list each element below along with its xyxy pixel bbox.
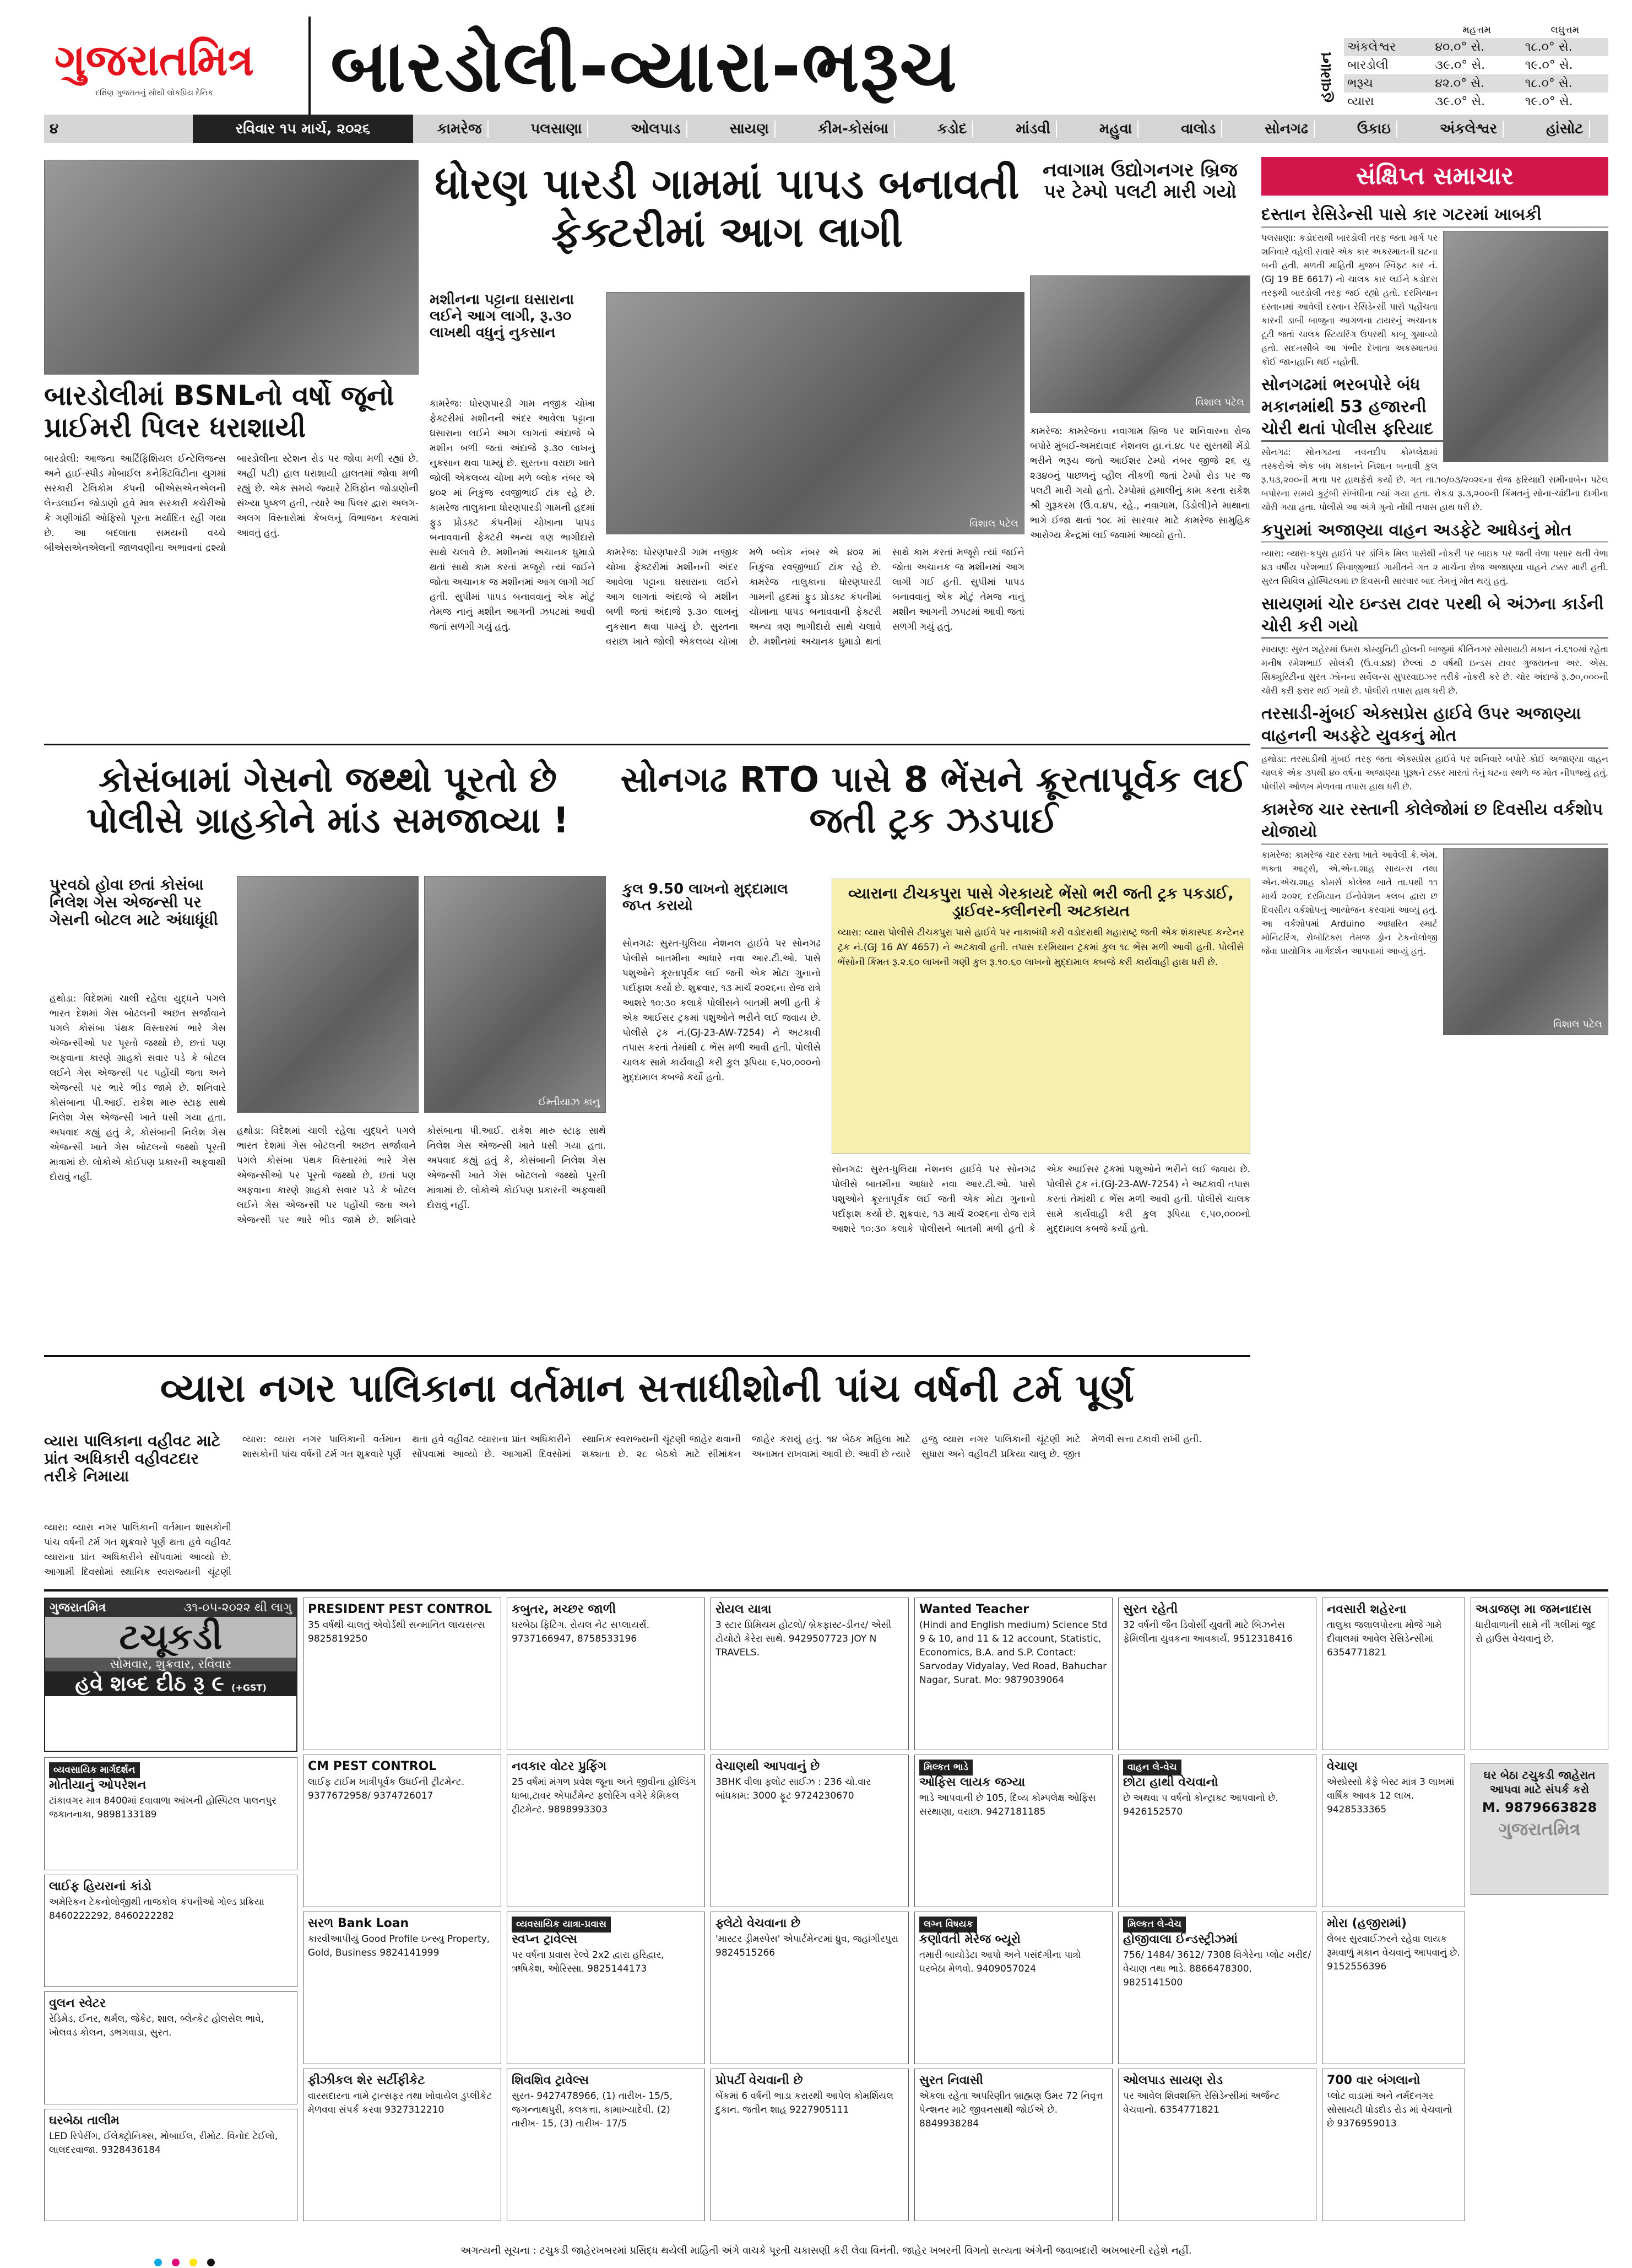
- ad-title: ઓલપાડ સાયણ રોડ: [1123, 2074, 1223, 2087]
- ad-body: તમારી બાયોડેટા આપો અને પસંદગીના પાત્રો ઘરબેઠા મેળવો. 9409057024: [919, 1950, 1081, 1974]
- weather-row: વ્યારા ૩૯.૦° સે. ૧૯.૦° સે.: [1347, 95, 1573, 109]
- ad-body: ટાંકાવગર માત્ર 8400માં દવાવાળા આંખની હોસ્પિટલ પાલનપુર જકાતનાકા, 9898133189: [49, 1795, 276, 1820]
- ad-body: વારસદારના નામે ટ્રાન્સફર તથા ખોવાયેલ ડુપ્લીકેટ મેળવવા સંપર્ક કરવા 9327312210: [308, 2091, 492, 2115]
- edition-title: બારડોલી-વ્યારા-ભરૂચ: [330, 24, 958, 108]
- nav-item[interactable]: મહુવા: [1094, 121, 1138, 138]
- vyara-body: વ્યારા: વ્યારા નગર પાલિકાની વર્તમાન શાસકોની પાંચ વર્ષની ટર્મ ગત શુક્રવારે પૂર્ણ થતા હવે વહીવટ વ્યારાના પ્રાંત અધિકારીને સોંપવામાં આવ્યો છે. આગામી દિવસોમાં સ્થાનિક સ્વરાજ્યની ચૂંટણી જાહેર થવાની શક્યતા છે. ૨૮ બેઠકો માટે સીમાંકન જાહેર કરાયું હતું. ૧૪ બેઠક મહિલા માટે અનામત રાખવામાં આવી છે. આવી છે ત્યારે હજુ વ્યારા નગર પાલિકાની ચૂંટણી માટે સુધારા અને વહીવટી પ્રક્રિયા ચાલુ છે. જીત મેળવી સત્તા ટકાવી રાખી હતી.: [242, 1434, 1202, 1460]
- ad-title: નવસારી શહેરના: [1327, 1603, 1407, 1616]
- ad-body: લાઈફ ટાઈમ ખાત્રીપૂર્વક ઉધઈની ટ્રીટમેન્ટ. 9377672958/ 9374726017: [308, 1777, 465, 1801]
- ad-body: 756/ 1484/ 3612/ 7308 વિગેરેના પ્લોટ ખરીદ/વેચાણ તથા ભાડે. 8866478300, 9825141500: [1123, 1950, 1311, 1988]
- ad-body: પર વર્ષના પ્રવાસ રેલ્વે 2x2 દ્વારા હરિદ્વાર, ઋષિકેશ, ઓરિસ્સા. 9825144173: [512, 1950, 664, 1974]
- vyara-subhead: વ્યારા પાલિકાના વહીવટ માટે પ્રાંત અધિકારી વહીવટદાર તરીકે નિમાયા: [44, 1432, 221, 1486]
- divider: [44, 1589, 1608, 1592]
- classified-ad: [507, 1598, 705, 1750]
- brief-headline: સાયણમાં ચોર ઇન્ડસ ટાવર પરથી બે અંઝના કાર્ડની ચોરી કરી ગયો: [1261, 593, 1608, 639]
- papad-subhead: મશીનના પટ્ટાના ઘસારાના લઈને આગ લાગી, રૂ.૩૦ લાખથી વધુનું નુકસાન: [430, 291, 574, 341]
- tempo-headline: નવાગામ ઉદ્યોગનગર બ્રિજ પર ટેમ્પો પલટી મારી ગયો: [1043, 159, 1238, 203]
- classified-ad: [507, 1755, 705, 1907]
- ad-body: ભાડે આપવાની છે 105, દિવ્ય કોમ્પલેક્ષ ઓફિસ સરથાણા, વરાછા. 9427181185: [919, 1793, 1096, 1817]
- ad-body: છે અથવા ૫ વર્ષનો કોન્ટ્રાક્ટ આપવાનો છે. 9426152570: [1123, 1793, 1278, 1817]
- briefs-column: [1261, 198, 1608, 1587]
- classified-ad: [44, 2109, 297, 2222]
- kosamba-body: હથોડા: વિદેશમાં ચાલી રહેલા યુદ્ધને પગલે ભારત દેશમાં ગેસ બોટલની અછત સર્જાવાને પગલે કોસંબા પંથક વિસ્તારમાં ભારે ગેસ એજન્સીઓ પર પૂરતો જથ્થો છે, છતાં પણ અફવાના કારણે ગ્રાહકો સવાર પડે કે બોટલ લઈને ગેસ એજન્સી પર પહોંચી જતા અને એજન્સી પર ભારે ભીડ જામે છે. શનિવારે કોસંબાના પી.આઈ. રાકેશ મારુ સ્ટાફ સાથે નિલેશ ગેસ એજન્સી ખાતે ધસી ગયા હતા. અપવાદ કહ્યું હતું કે, કોસંબાની નિલેશ ગેસ એજન્સી ખાતે ગેસ બોટલનો જથ્થો પૂરતી માત્રામાં છે. લોકોએ કોઈપણ પ્રકારની અફવાથી દોરાવું નહીં.: [237, 1125, 606, 1226]
- rto-body-left: સોનગઢ: સુરત-ધુલિયા નેશનલ હાઈવે પર સોનગઢ પોલીસે બાતમીના આધારે નવા આર.ટી.ઓ. પાસે પશુઓને ક્રૂરતાપૂર્વક લઈ જતી એક મોટા ગુનાનો પર્દાફાશ કર્યો છે. શુક્રવાર, ૧૩ માર્ચ ૨૦૨૬ના રોજ રાત્રે આશરે ૧૦:૩૦ કલાકે પોલીસને બાતમી મળી હતી કે એક આઈસર ટ્રકમાં પશુઓને ભરીને લઈ જવાય છે. પોલીસે ટ્રક નં.(GJ-23-AW-7254) ને અટકાવી તપાસ કરતાં તેમાંથી ૮ ભેંસ મળી આવી હતી. પોલીસે ચાલક સામે કાર્યવાહી કરી કુલ રૂપિયા ૯,૫૦,૦૦૦નો મુદ્દામાલ કબજે કર્યો હતો.: [622, 938, 821, 1083]
- ad-body: પર આવેલ શિવશક્તિ રેસિડેન્સીમાં અર્જન્ટ વેચવાનો. 6354771821: [1123, 2091, 1280, 2115]
- classified-ad: [914, 1912, 1113, 2064]
- classified-ad: [1118, 2069, 1316, 2221]
- ad-body: એસ્પ્રેસ્સો કેફે બેસ્ટ માત્ર 3 લાખમાં વાર્ષિક આવક 12 લાખ. 9428533365: [1327, 1777, 1455, 1815]
- brief-body: હથોડા: તરસાડીથી મુંબઈ તરફ જતા એક્સપ્રેસ હાઈવે પર શનિવારે બપોરે કોઈ અજાણ્યા વાહન ચાલકે એક ૩૫થી ૪૦ વર્ષના અજાણ્યા પુરૂષને ટક્કર મારતાં તેનું ઘટના સ્થળે જ મોત નીપજ્યું હતું. પોલીસે ઓળખ મેળવવા તપાસ હાથ ધરી છે.: [1261, 754, 1608, 792]
- tempo-body: કામરેજ: કામરેજના નવાગામ બ્રિજ પર શનિવારના રોજ બપોરે મુંબઈ-અમદાવાદ નેશનલ હા.નં.૪૮ પર સુરતથી મેંડો ભરીને ભરૂચ જતો આઈશર ટેમ્પો નંબર જીજે ૨૬ યુ ૨૩૪૦નું પાછળનું વ્હીલ નીકળી જતાં ટેમ્પો રોડ પર જ પલટી મારી ગયો હતો. ટેમ્પોમાં હમાલીનું કામ કરતા રાકેશ શ્રી ગુરૂકરમ (ઉ.વ.૪૫, રહે., નવાગામ, ડિંડોલી)ને માથાના ભાગે ઈજા થતાં ૧૦૮ માં સારવાર માટે કામરેજ સામુહિક આરોગ્ય કેન્દ્રમાં લઈ જવામાં આવ્યો હતો.: [1030, 426, 1250, 541]
- ad-title: નવકાર વોટર પ્રુફિંગ: [512, 1760, 607, 1773]
- classified-ad: [711, 1755, 909, 1907]
- ad-body: અમેરિકન ટેકનોલોજીથી તાજકોલ કંપનીઓ ગોલ્ડ પ્રક્રિયા 8460222292, 8460222282: [49, 1896, 264, 1921]
- ad-category: વ્યવસાયિક યાત્રા-પ્રવાસ: [512, 1917, 611, 1933]
- kosamba-headline: કોસંબામાં ગેસનો જથ્થો પૂરતો છે પોલીસે ગ્રાહકોને માંડ સમજાવ્યા !: [86, 760, 569, 841]
- ad-title: વેચાણથી આપવાનું છે: [715, 1760, 820, 1773]
- classified-ad: [1118, 1912, 1316, 2064]
- classified-ad: [1471, 1598, 1608, 1750]
- ad-body: કારવીઆપીયું Good Profile ઇન્સ્યુ Property, Gold, Business 9824141999: [308, 1934, 490, 1958]
- kosamba-body-left: હથોડા: વિદેશમાં ચાલી રહેલા યુદ્ધને પગલે ભારત દેશમાં ગેસ બોટલની અછત સર્જાવાને પગલે કોસંબા પંથક વિસ્તારમાં ભારે ગેસ એજન્સીઓ પર પૂરતો જથ્થો છે, છતાં પણ અફવાના કારણે ગ્રાહકો સવાર પડે કે બોટલ લઈને ગેસ એજન્સી પર પહોંચી જતા અને એજન્સી પર ભારે ભીડ જામે છે. શનિવારે કોસંબાના પી.આઈ. રાકેશ મારુ સ્ટાફ સાથે નિલેશ ગેસ એજન્સી ખાતે ધસી ગયા હતા. અપવાદ કહ્યું હતું કે, કોસંબાની નિલેશ ગેસ એજન્સી ખાતે ગેસ બોટલનો જથ્થો પૂરતી માત્રામાં છે. લોકોએ કોઈપણ પ્રકારની અફવાથી દોરાવું નહીં.: [50, 993, 226, 1183]
- classified-ad: [1322, 1598, 1465, 1750]
- ad-title: શિવશિવ ટ્રાવેલ્સ: [512, 2074, 589, 2087]
- classified-ad: [44, 1757, 297, 1870]
- ad-body: રેડિમેડ, ઈનર, થર્મલ, જેકેટ, શાલ, બ્લેન્કેટ હોલસેલ ભાવે, ખોલવડ કોલન, ડભગવાડા, સુરત.: [49, 2013, 264, 2038]
- brand-logo: ગુજરાતમિત્ર: [1498, 1818, 1581, 1839]
- nav-item[interactable]: કામરેજ: [431, 121, 488, 138]
- brief-headline: કપુરામાં અજાણ્યા વાહન અડફેટે આધેડનું મોત: [1261, 519, 1608, 543]
- tuchkadi-days: સોમવાર, શુક્રવાર, રવિવાર: [45, 1658, 296, 1671]
- rto-box-body: વ્યારા: વ્યારા પોલીસે ટીચકપુરા પાસે હાઈવે પર નાકાબંધી કરી વડોદરાથી મહારાષ્ટ્ર જતી એક શંકાસ્પદ કન્ટેનર ટ્રક નં.(GJ 16 AY 4657) ને અટકાવી હતી. તપાસ દરમિયાન ટ્રકમાં કુલ ૧૮ ભેંસ મળી આવી હતી. પોલીસે ભેંસોની કિંમત રૂ.૨.૬૦ લાખની ગણી કુલ રૂ.૧૦.૬૦ લાખનો મુદ્દામાલ કબજે કરી કાર્યવાહી હાથ ધરી છે.: [838, 927, 1244, 968]
- rto-box-headline: વ્યારાના ટીચકપુરા પાસે ગેરકાયદે ભેંસો ભરી જતી ટ્રક પકડાઈ, ડ્રાઈવર-ક્લીનરની અટકાયત: [848, 884, 1234, 921]
- nav-item[interactable]: કીમ-કોસંબા: [812, 121, 895, 138]
- weather-row: ભરૂચ ૪૨.૦° સે. ૧૮.૦° સે.: [1344, 74, 1608, 93]
- brief-body: સાયણ: સુરત શહેરમાં ઉમરા કોમ્યુનિટી હોલની બાજુમાં કીર્તિનગર સોસાયટી મકાન નં.૬૧૦માં રહેતા મનીષ રમેશભાઈ સોલંકી (ઉ.વ.૪૪) છેલ્લાં ૭ વર્ષથી ઇન્ડસ ટાવર ગુજરાતના અર. એસ. સિક્યુરિટીના સુરત ઝોનના સર્વેલન્સ સુપરવાઇઝર તરીકે નોકરી કરે છે. ચોર અંદાજે રૂ.૭૦,૦૦૦ની ચોરી કરી ફરાર થઈ ગયો છે. પોલીસે તપાસ હાથ ધરી છે.: [1261, 644, 1608, 696]
- ad-title: સુરત રહેતી: [1123, 1603, 1178, 1616]
- ad-title: હોજીવાલા ઈન્ડસ્ટ્રીઝમાં: [1123, 1933, 1238, 1946]
- ad-title: ફીઝીકલ શેર સર્ટીફીકેટ: [308, 2074, 425, 2087]
- max-header: મહત્તમ: [1462, 24, 1492, 36]
- contact-box: [1471, 1763, 1608, 1895]
- section-nav: [44, 115, 1608, 143]
- weather-label: હવામાન: [1316, 52, 1335, 102]
- ad-title: છોટા હાથી વેચવાનો: [1123, 1776, 1218, 1789]
- bsnl-body: બારડોલી: આજના આર્ટિફિશિયલ ઈન્ટેલિજન્સ અને હાઈ-સ્પીડ મોબાઈલ કનેક્ટિવિટીના યુગમાં સરકારી ટેલિકોમ કંપની બીએસએનએલની લેન્ડલાઈન જોડાણો હવે માત્ર સરકારી કચેરીઓ કે ગણીગાંઠી ઓફિસો પૂરતા મર્યાદિત રહી ગયા છે. આ બદલાતા સમયની વચ્ચે બીએસએનએલની જાળવણીના અભાવનાં દ્રશ્યો બારડોલીના સ્ટેશન રોડ પર જોવા મળી રહ્યાં છે. અહીં પટી) હાલ ધરાશાયી હાલતમાં જોવા મળી રહ્યું છે. એક સમયે જ્યારે ટેલિફોન જોડાણોની સંખ્યા પુષ્કળ હતી, ત્યારે આ પિલર દ્વારા અલગ-અલગ વિસ્તારોમાં કેબલનું વિભાજન કરવામાં આવતું હતું.: [44, 453, 419, 554]
- classified-ad: [44, 1875, 297, 1988]
- nav-item[interactable]: હાંસોટ: [1541, 121, 1590, 138]
- ad-title: વેચાણ: [1327, 1760, 1358, 1773]
- divider: [44, 1355, 1250, 1357]
- ad-body: તાલુકા જલાલપોરના મોજે ગામે દીવાલમાં આવેલ રેસિડેન્સીમાં 6354771821: [1327, 1620, 1442, 1658]
- issue-date: રવિવાર ૧૫ માર્ચ, ૨૦૨૬: [193, 115, 413, 143]
- classified-ad: [303, 1912, 501, 2064]
- ad-title: રોયલ યાત્રા: [715, 1603, 772, 1616]
- tuchkadi-banner: [44, 1598, 297, 1752]
- vyara-headline: વ્યારા નગર પાલિકાના વર્તમાન સત્તાધીશોની પાંચ વર્ષની ટર્મ પૂર્ણ: [160, 1366, 1135, 1411]
- ad-body: LED રિપેરીંગ, ઈલેક્ટ્રોનિક્સ, મોબાઈલ, રીમોટ. વિનોદ ટેઈલો, લાલદરવાજા. 9328436184: [49, 2130, 278, 2156]
- ad-category: મિલ્કત ભાડે: [919, 1760, 973, 1776]
- color-registration-marks: [154, 2259, 215, 2266]
- ad-title: 700 વાર બંગલાનો: [1327, 2074, 1420, 2087]
- brief-headline: દસ્તાન રેસિડેન્સી પાસે કાર ગટરમાં ખાબકી: [1261, 204, 1608, 228]
- ad-category: વ્યવસાયિક માર્ગદર્શન: [49, 1762, 140, 1778]
- ad-body: સુરત- 9427478966, (1) તારીખ- 15/5, જગન્નાથપુરી, કલકત્તા, કામાખ્યાદેવી. (2) તારીખ- 15, (3) તારીખ- 17/5: [512, 2091, 673, 2129]
- nav-item[interactable]: ઉકાઇ: [1352, 121, 1397, 138]
- ad-body: 35 વર્ષથી ચાલતું એવોર્ડથી સન્માનિત લાયસન્સ 9825819250: [308, 1620, 485, 1644]
- ad-title: ઓફિસ લાયક જગ્યા: [919, 1776, 1026, 1789]
- rto-subhead: કુલ 9.50 લાખનો મુદ્દામાલ જપ્ત કરાયો: [622, 881, 788, 914]
- tuchkadi-title: ટચૂકડી: [45, 1617, 296, 1658]
- bsnl-pillar-photo: [44, 160, 419, 375]
- nav-item[interactable]: પલસાણા: [525, 121, 588, 138]
- disclaimer: અગત્યની સૂચના : ટચુકડી જાહેરખબરમાં પ્રસિદ્ધ થયેલી માહિતી અંગે વાચકે પૂરતી ચકાસણી કરી લેવા વિનંતી. જાહેર ખબરની વિગતો સત્યતા અંગેની જવાબદારી અખબારની રહેશે નહીં.: [460, 2245, 1192, 2256]
- classified-ad: [303, 1598, 501, 1750]
- min-header: લઘુત્તમ: [1550, 24, 1580, 36]
- classified-ad: [1322, 2069, 1465, 2221]
- nav-item[interactable]: વાલોડ: [1175, 121, 1222, 138]
- ad-category: વાહન લે-વેચ: [1123, 1760, 1181, 1776]
- papad-headline: ધોરણ પારડી ગામમાં પાપડ બનાવતી ફેક્ટરીમાં આગ લાગી: [435, 159, 1020, 257]
- ad-title: PRESIDENT PEST CONTROL: [308, 1603, 492, 1616]
- classified-ad: [914, 1598, 1113, 1750]
- brand: ગુજરાતમિત્ર: [50, 1601, 106, 1615]
- ad-title: Wanted Teacher: [919, 1603, 1029, 1616]
- factory-fire-photo: વિશાલ પટેલ: [606, 292, 1024, 534]
- ad-body: પ્લોટ વાડામાં અને નર્મદનગર સોસાયટી ધોડદોડ રોડ માં વેચવાનો છે 9376959013: [1327, 2091, 1452, 2129]
- ad-title: સુરત નિવાસી: [919, 2074, 984, 2087]
- vyara-body-left: વ્યારા: વ્યારા નગર પાલિકાની વર્તમાન શાસકોની પાંચ વર્ષની ટર્મ ગત શુક્રવારે પૂર્ણ થતા હવે વહીવટ વ્યારાના પ્રાંત અધિકારીને સોંપવામાં આવ્યો છે. આગામી દિવસોમાં સ્થાનિક સ્વરાજ્યની ચૂંટણી: [44, 1522, 231, 1578]
- tuchkadi-offer: હવે શબ્દ દીઠ રૂ ૯ (+GST): [45, 1671, 296, 1696]
- ad-body: 'માસ્ટર ડ્રીમસ્પેસ' એપાર્ટમેન્ટમાં ધ્રુવ, જહાંગીરપુરા 9824515266: [715, 1934, 898, 1958]
- ad-title: લાઈફ હિયરાનાં કાંડો: [49, 1879, 151, 1893]
- weather-row: અંકલેશ્વર ૪૦.૦° સે. ૧૮.૦° સે.: [1344, 38, 1608, 56]
- ad-category: મિલ્કત લે-વેચ: [1123, 1917, 1186, 1933]
- ad-title: સ્વપ્ન ટ્રાવેલ્સ: [512, 1933, 577, 1946]
- classified-ad: [507, 2069, 705, 2221]
- classified-ad: [303, 1755, 501, 1907]
- classified-ad: [1118, 1755, 1316, 1907]
- ad-title: મોરા (હજીરામાં): [1327, 1917, 1407, 1930]
- ad-title: ફ્લેટો વેચવાના છે: [715, 1917, 801, 1930]
- ad-body: (Hindi and English medium) Science Std 9 & 10, and 11 & 12 account, Statistic, Economics, B.A. and S.P. Contact: Sarvoday Vidyalay, Ved Road, Bahuchar Nagar, Surat. Mo: 9879039064: [919, 1620, 1108, 1686]
- weather-panel: [1316, 22, 1614, 111]
- nav-item[interactable]: સોનગઢ: [1259, 121, 1315, 138]
- papad-body: કામરેજ: ધોરણપારડી ગામ નજીક ચોખા ફેક્ટરીમાં મશીનની અંદર આવેલા પટ્ટાના ઘસારાના લઈને આગ લાગતાં અંદાજે બે મશીન બળી જતાં અંદાજે રૂ.૩૦ લાખનું નુકસાન થવા પામ્યું છે. સુરતના વરાછા ખાતે જોલી એકલવ્ય ચોખા મળે બ્લોક નંબર એ ૪૦૨ માં નિકુંજ રવજીભાઈ ટાંક રહે છે. કામરેજ તાલુકાના ધોરણપારડી ગામની હદમાં ફુડ પ્રોડક્ટ કંપનીમાં ચોખાના પાપડ બનાવવાની ફેક્ટરી અન્ય ત્રણ ભાગીદારો સાથે ચલાવે છે. મશીનમાં અચાનક ધુમાડો થતાં સાથે કામ કરતાં મજૂરો ત્યાં જઈને જોતા અચાનક જ મશીનમાં આગ લાગી ગઈ હતી. સુપીમાં પાપડ બનાવવાનું એક મોટું તેમજ નાનું મશીન આગની ઝપટમાં આવી જતાં સળગી ગયું હતું.: [606, 547, 1024, 647]
- brief-headline: તરસાડી-મુંબઈ એક્સપ્રેસ હાઈવે ઉપર અજાણ્યા વાહનની અડફેટે યુવકનું મોત: [1261, 703, 1608, 749]
- ad-body: એકલા રહેતા અપરિણીત બ્રાહ્મણ ઉમર 72 નિવૃત્ત પેન્શનર માટે જીવનસાથી જોઈએ છે. 8849938284: [919, 2091, 1103, 2129]
- ad-title: કબુતર, મચ્છર જાળી: [512, 1603, 616, 1616]
- ad-title: અડાજણ મા જમનાદાસ: [1476, 1603, 1592, 1616]
- classified-ad: [711, 2069, 909, 2221]
- gas-agency-photo: [237, 876, 419, 1113]
- ad-body: 25 વર્ષમાં મંગળ પ્રવેશ જૂના અને જીવીના હોલ્ડિંગ ધાબા,ટાવર એપાર્ટમેન્ટ ફ્લોરિંગ વગેરે કેમિકલ ટ્રીટમેન્ટ. 9898993303: [512, 1777, 696, 1815]
- nav-item[interactable]: ઓલપાડ: [625, 121, 687, 138]
- ad-title: કર્ણાવતી મેરેજ બ્યૂરો: [919, 1933, 1021, 1946]
- contact-phone[interactable]: M. 9879663828: [1482, 1800, 1597, 1815]
- ad-title: સરળ Bank Loan: [308, 1917, 409, 1930]
- ad-body: 3BHK વીલા ફ્લોટ સાઈઝ : 236 ચો.વાર બાંધકામ: 3000 ફૂટ 9724230670: [715, 1777, 871, 1801]
- ad-body: બેંકમાં 6 વર્ષની ભાડા કરારથી આપેલ કોમર્શિયલ દુકાન. જતીન શાહ 9227905111: [715, 2091, 894, 2115]
- ad-title: ઘરબેઠા તાલીમ: [49, 2113, 120, 2128]
- nav-item[interactable]: કડોદ: [932, 121, 974, 138]
- ad-title: CM PEST CONTROL: [308, 1760, 437, 1773]
- weather-row: બારડોલી ૩૯.૦° સે. ૧૯.૦° સે.: [1347, 58, 1573, 72]
- classified-ad: [507, 1912, 705, 2064]
- tempo-photo: વિશાલ પટેલ: [1030, 275, 1250, 413]
- divider: [308, 17, 311, 116]
- brief-body: પલસાણા: કડોદરાથી બારડોલી તરફ જતા માર્ગ પર શનિવારે વહેલી સવારે એક કાર અકસ્માતની ઘટના બની હતી. મળતી માહિતી મુજબ સ્વિફ્ટ કાર નં.(GJ 19 BE 6617) નો ચાલક કાર લઈને કડોદરા તરફથી બારડોલી તરફ જઈ રહ્યો હતો. દરમિયાન દસ્તાનમાં આવેલી દસ્તાન રેસિડેન્સી પાસે પહોંચતા કારની ડાબી બાજુના આગળના ટાયરનું અચાનક ટૂટી જતાં ચાલક સ્ટિયરિંગ ઉપરથી કાબૂ ગુમાવ્યો હતો. સદનસીબે આ ગંભીર દેખાતા અકસ્માતમાં કોઈ જાનહાનિ થઈ નહોતી.: [1261, 232, 1438, 367]
- ad-category: લગ્ન વિષયક: [919, 1917, 977, 1933]
- papad-body-left: કામરેજ: ધોરણપારડી ગામ નજીક ચોખા ફેક્ટરીમાં મશીનની અંદર આવેલા પટ્ટાના ઘસારાના લઈને આગ લાગતાં અંદાજે બે મશીન બળી જતાં અંદાજે રૂ.૩૦ લાખનું નુકસાન થવા પામ્યું છે. સુરતના વરાછા ખાતે જોલી એકલવ્ય ચોખા મળે બ્લોક નંબર એ ૪૦૨ માં નિકુંજ રવજીભાઈ ટાંક રહે છે. કામરેજ તાલુકાના ધોરણપારડી ગામની હદમાં ફુડ પ્રોડક્ટ કંપનીમાં ચોખાના પાપડ બનાવવાની ફેક્ટરી અન્ય ત્રણ ભાગીદારો સાથે ચલાવે છે. મશીનમાં અચાનક ધુમાડો થતાં સાથે કામ કરતાં મજૂરો ત્યાં જઈને જોતા અચાનક જ મશીનમાં આગ લાગી ગઈ હતી. સુપીમાં પાપડ બનાવવાનું એક મોટું તેમજ નાનું મશીન આગની ઝપટમાં આવી જતાં સળગી ગયું હતું.: [430, 398, 595, 632]
- classified-ad: [711, 1912, 909, 2064]
- nav-item[interactable]: અંકલેશ્વર: [1434, 121, 1504, 138]
- since: ૩૧-૦૫-૨૦૨૨ થી લાગુ: [183, 1601, 292, 1615]
- classified-ad: [1322, 1755, 1465, 1907]
- ad-body: 32 વર્ષની જૈન ડિવોર્સી યુવતી માટે બિઝનેસ ફેમિલીના યુવકના આવકાર્ય. 9512318416: [1123, 1620, 1293, 1644]
- rto-highlight-box: [832, 879, 1250, 1154]
- workshop-photo: વિશાલ પટેલ: [1443, 848, 1608, 1035]
- nav-item[interactable]: સાયણ: [724, 121, 776, 138]
- nav-item[interactable]: માંડવી: [1010, 121, 1057, 138]
- classified-ad: [44, 1991, 297, 2104]
- gas-queue-photo: ઈમ્તીયાઝ કાનુ: [424, 876, 606, 1113]
- brief-body: કામરેજ: કામરેજ ચાર રસ્તા ખાતે આવેલી કે.એમ. ભક્તા આર્ટ્સ, એ.એન.શાહ સાયન્સ તથા એન.એચ.શાહ કોમર્સ કોલેજ ખાતે તા.૫થી ૧૧ માર્ચ ૨૦૨૬ દરમિયાન ઈનોવેશન ક્લબ દ્વારા છ દિવસીય વર્કશોપનું આયોજન કરવામાં આવ્યું હતું. આ વર્કશોપમાં Arduino આધારિત સ્માર્ટ મોનિટરિંગ, રોબોટિક્સ તેમજ ડ્રોન ટેકનોલોજી જેવા પ્રાયોગિક માર્ગદર્શન આપવામાં આવ્યું હતું.: [1261, 849, 1438, 956]
- classified-ad: [914, 1755, 1113, 1907]
- contact-title: ઘર બેઠા ટચુકડી જાહેરાત આપવા માટે સંપર્ક કરો: [1483, 1768, 1596, 1796]
- brief-body: વ્યારા: વ્યારા-કપુરા હાઈવે પર ડાંગિક મિલ પાસેથી નોકરી પર બાઇક પર જતી વેળા પસાર થતી વેળા ૪૩ વર્ષીય પરેશભાઈ સિવાજીભાઈ ગામીતને ગત ૨ માર્ચના રોજ અજાણ્યા વાહને ટક્કર મારી હતી. સુરત સિવિલ હોસ્પિટલમાં છ દિવસની સારવાર બાદ તેમનું મોત થયું હતું.: [1261, 548, 1608, 586]
- kosamba-subhead: પુરવઠો હોવા છતાં કોસંબા નિલેશ ગેસ એજન્સી પર ગેસની બોટલ માટે અંધાધૂંધી: [50, 875, 218, 929]
- ad-body: ઘરબેઠા ફિટિંગ. રોયલ નેટ સપ્લાયર્સ. 9737166947, 8758533196: [512, 1620, 650, 1644]
- briefs-header: સંક્ષિપ્ત સમાચાર: [1261, 157, 1608, 196]
- rto-body: સોનગઢ: સુરત-ધુલિયા નેશનલ હાઈવે પર સોનગઢ પોલીસે બાતમીના આધારે નવા આર.ટી.ઓ. પાસે પશુઓને ક્રૂરતાપૂર્વક લઈ જતી એક મોટા ગુનાનો પર્દાફાશ કર્યો છે. શુક્રવાર, ૧૩ માર્ચ ૨૦૨૬ના રોજ રાત્રે આશરે ૧૦:૩૦ કલાકે પોલીસને બાતમી મળી હતી કે એક આઈસર ટ્રકમાં પશુઓને ભરીને લઈ જવાય છે. પોલીસે ટ્રક નં.(GJ-23-AW-7254) ને અટકાવી તપાસ કરતાં તેમાંથી ૮ ભેંસ મળી આવી હતી. પોલીસે ચાલક સામે કાર્યવાહી કરી કુલ રૂપિયા ૯,૫૦,૦૦૦નો મુદ્દામાલ કબજે કર્યો હતો.: [832, 1164, 1250, 1235]
- ad-body: ધારીવાળાની સામે ની ગલીમાં જુદ રો હાઉસ વેચવાનું છે.: [1476, 1620, 1596, 1644]
- bsnl-headline: બારડોલીમાં BSNLનો વર્ષો જૂનો પ્રાઈમરી પિલર ધરાશાયી: [44, 380, 394, 443]
- page-number: ૪: [50, 120, 59, 137]
- brief-body: સોનગઢ: સોનગઢના નવનદીપ કોમ્પ્લેક્ષમાં તસ્કરોએ એક બંધ મકાનને નિશાન બનાવી કુલ રૂ.૫૩,૨૦૦ની મત્તા પર હાથફેરો કર્યો છે. ગત તા.૧૦/૦૩/૨૦૨૬ના રોજ ફરિયાદી સમીનાબેન પટેલ બપોરના સમયે કુટુંબી સંબંધીના ત્યાં ગયા હતા. રોકડા રૂ.૩,૨૦૦ની કિંમતનું સોના-ચાંદીના દાગીના ચોરી ગયા હતા. પોલીસે આ અંગે ગુનો નોંધી તપાસ હાથ ધરી છે.: [1261, 447, 1608, 512]
- classified-ad: [303, 2069, 501, 2221]
- divider: [44, 744, 1250, 745]
- brief-headline: કામરેજ ચાર રસ્તાની કોલેજોમાં છ દિવસીય વર્કશોપ યોજાયો: [1261, 799, 1608, 845]
- brief-headline: સોનગઢમાં ભરબપોરે બંધ મકાનમાંથી 53 હજારની ચોરી થતાં પોલીસ ફરિયાદ: [1261, 374, 1608, 442]
- classified-ad: [1118, 1598, 1316, 1750]
- classified-ad: [914, 2069, 1113, 2221]
- gujaratmitra-logo: ગુજરાતમિત્ર દક્ષિણ ગુજરાતનું સૌથી લોકપ્રિય દૈનિક: [54, 36, 254, 98]
- ad-title: પ્રોપર્ટી વેચવાની છે: [715, 2074, 803, 2087]
- classified-ad: [711, 1598, 909, 1750]
- ad-body: 3 સ્ટાર પ્રિમિયમ હોટલો/ બ્રેકફાસ્ટ-ડીનર/ એસી ટોયોટો કેરેરા સાથે. 9429507723 JOY N TRAVELS.: [715, 1620, 892, 1658]
- car-accident-photo: [1443, 231, 1608, 462]
- rto-headline: સોનગઢ RTO પાસે 8 ભેંસને ક્રૂરતાપૂર્વક લઈ જતી ટ્રક ઝડપાઈ: [620, 760, 1247, 841]
- ad-title: વુલન સ્વેટર: [49, 1996, 106, 2010]
- classified-ad: [1322, 1912, 1465, 2064]
- ad-body: લેબર સુરવાઈઝરને રહેવા લાયક રૂમવાળું મકાન વેચવાનું આપવાનું છે. 9152556396: [1327, 1934, 1460, 1972]
- ad-title: મોતીયાનું ઓપરેશન: [49, 1778, 147, 1792]
